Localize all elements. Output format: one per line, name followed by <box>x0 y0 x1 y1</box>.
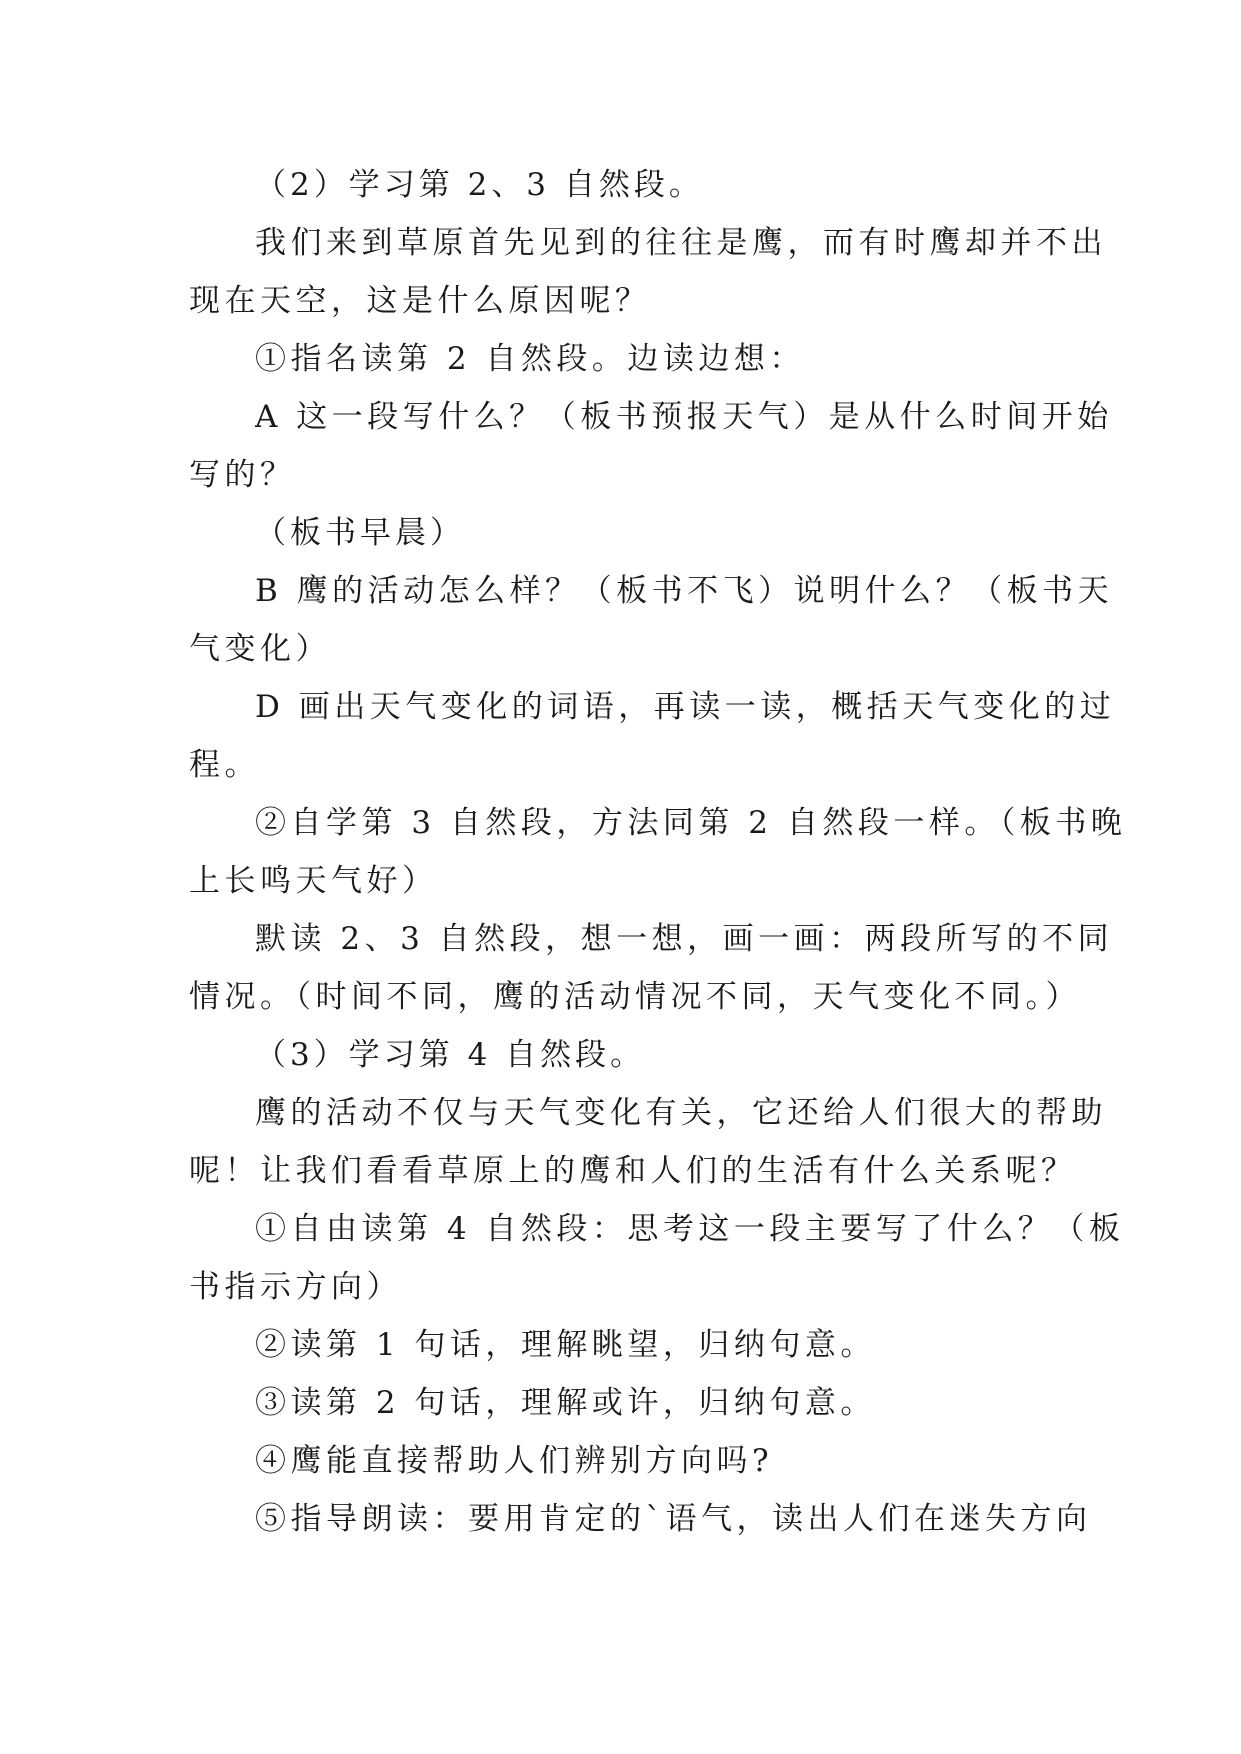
paragraph-line: ⑤指导朗读：要用肯定的`语气，读出人们在迷失方向 <box>255 1501 1092 1537</box>
paragraph-line: A 这一段写什么？（板书预报天气）是从什么时间开始 <box>255 399 1113 435</box>
paragraph-line: 现在天空，这是什么原因呢？ <box>189 283 651 319</box>
paragraph-line: 默读 2、3 自然段，想一想，画一画：两段所写的不同 <box>255 921 1114 957</box>
section-heading-2-3: （2）学习第 2、3 自然段。 <box>255 167 704 203</box>
paragraph-line: ①指名读第 2 自然段。边读边想： <box>255 341 805 377</box>
paragraph-line: 写的？ <box>189 457 296 493</box>
paragraph-line: D 画出天气变化的词语，再读一读，概括天气变化的过 <box>255 689 1116 725</box>
paragraph-line: 书指示方向） <box>189 1269 402 1305</box>
paragraph-line: 我们来到草原首先见到的往往是鹰，而有时鹰却并不出 <box>255 225 1107 261</box>
paragraph-line: B 鹰的活动怎么样？（板书不飞）说明什么？（板书天 <box>255 573 1114 609</box>
paragraph-line: 上长鸣天气好） <box>189 863 438 899</box>
section-heading-4: （3）学习第 4 自然段。 <box>255 1037 646 1073</box>
paragraph-line: 程。 <box>189 747 260 783</box>
document-page <box>189 156 1127 1548</box>
paragraph-line: ④鹰能直接帮助人们辨别方向吗? <box>255 1443 774 1479</box>
paragraph-line: 情况。（时间不同，鹰的活动情况不同，天气变化不同。） <box>189 979 1081 1015</box>
paragraph-line: ②自学第 3 自然段，方法同第 2 自然段一样。（板书晚 <box>255 805 1127 841</box>
paragraph-line: 气变化） <box>189 631 331 667</box>
paragraph-line: 呢！让我们看看草原上的鹰和人们的生活有什么关系呢？ <box>189 1153 1077 1189</box>
paragraph-line: ③读第 2 句话，理解或许，归纳句意。 <box>255 1385 876 1421</box>
paragraph-line: ②读第 1 句话，理解眺望，归纳句意。 <box>255 1327 876 1363</box>
paragraph-line: （板书早晨） <box>255 515 465 551</box>
paragraph-line: 鹰的活动不仅与天气变化有关，它还给人们很大的帮助 <box>255 1095 1107 1131</box>
paragraph-line: ①自由读第 4 自然段：思考这一段主要写了什么？（板 <box>255 1211 1125 1247</box>
